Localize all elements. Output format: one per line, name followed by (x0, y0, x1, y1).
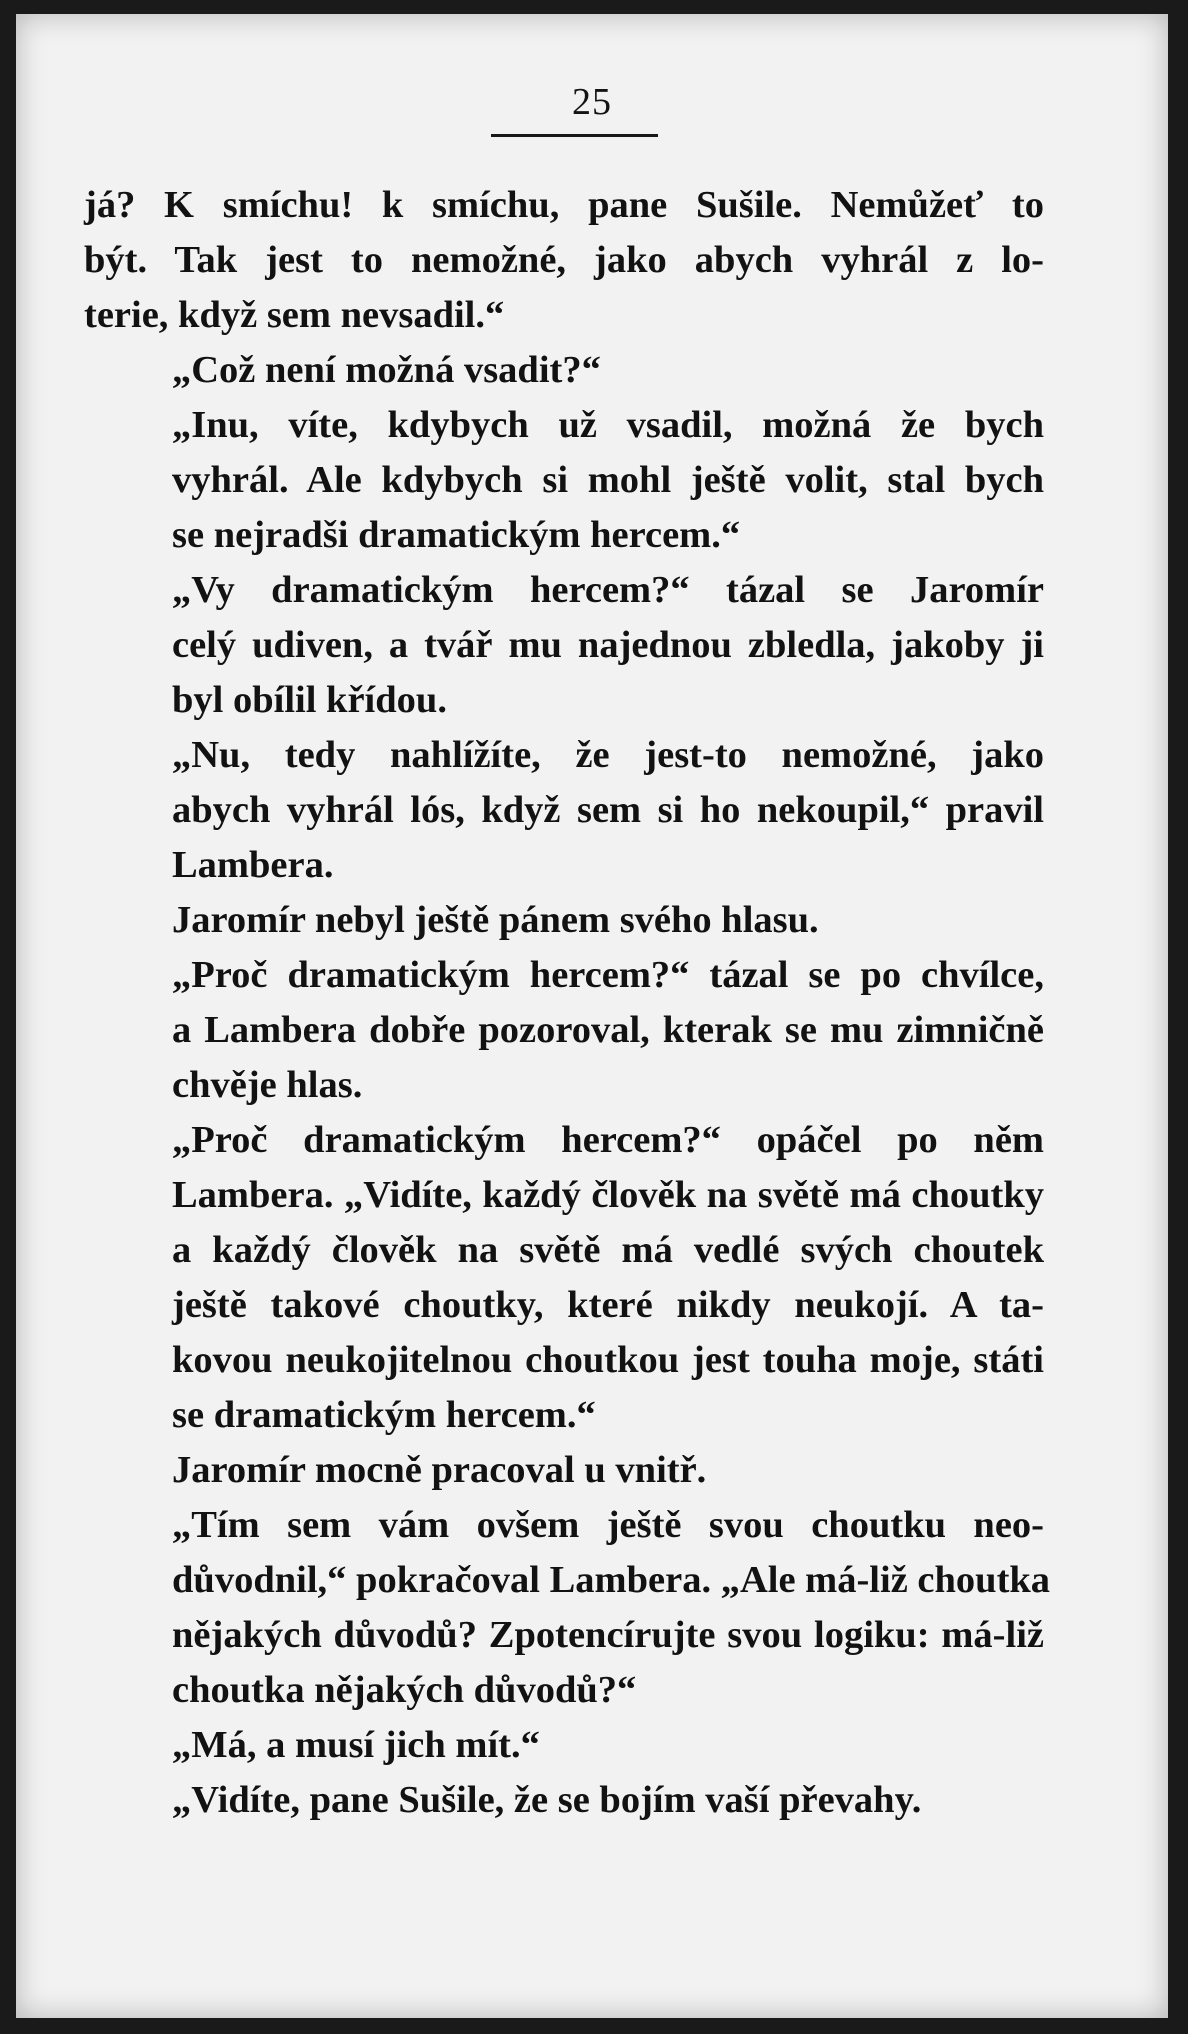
paragraph-7 (84, 948, 1044, 1113)
text-line: vyhrál. Ale kdybych si mohl ještě volit, stal bych (172, 459, 1044, 501)
paragraph-3 (84, 398, 1044, 563)
text-line: a Lambera dobře pozoroval, kterak se mu zimničně (172, 1009, 1044, 1051)
text-line: celý udiven, a tvář mu najednou zbledla, jakoby ji (172, 624, 1044, 666)
page-number: 25 (572, 81, 612, 123)
paragraph-9 (84, 1443, 1044, 1498)
paragraph-8 (84, 1113, 1044, 1443)
text-line: se dramatickým hercem.“ (172, 1394, 596, 1436)
body-text (84, 178, 1051, 1828)
paragraph-6 (84, 893, 1044, 948)
text-line: „Proč dramatickým hercem?“ opáčel po něm (172, 1119, 1044, 1161)
text-line: Lambera. „Vidíte, každý člověk na světě má choutky (172, 1174, 1044, 1216)
text-line: abych vyhrál lós, když sem si ho nekoupil,“ pravil (172, 789, 1044, 831)
page-number-rule (491, 134, 658, 137)
text-line: Lambera. (172, 844, 334, 886)
text-line: a každý člověk na světě má vedlé svých choutek (172, 1229, 1044, 1271)
text-line: terie, když sem nevsadil.“ (84, 294, 505, 336)
text-line: chvěje hlas. (172, 1064, 363, 1106)
text-line: „Nu, tedy nahlížíte, že jest-to nemožné, jako (172, 734, 1044, 776)
paragraph-5 (84, 728, 1044, 893)
paragraph-1 (84, 178, 1044, 343)
paragraph-11 (84, 1718, 1044, 1773)
text-line: kovou neukojitelnou choutkou jest touha moje, státi (172, 1339, 1044, 1381)
text-line: „Což není možná vsadit?“ (172, 349, 601, 391)
text-line: „Proč dramatickým hercem?“ tázal se po chvílce, (172, 954, 1044, 996)
paragraph-4 (84, 563, 1044, 728)
text-line: ještě takové choutky, které nikdy neukojí. A ta- (172, 1284, 1044, 1326)
text-line: „Tím sem vám ovšem ještě svou choutku neo- (172, 1504, 1044, 1546)
text-line: „Vy dramatickým hercem?“ tázal se Jaromír (172, 569, 1044, 611)
paragraph-12 (84, 1773, 1044, 1828)
text-line: „Inu, víte, kdybych už vsadil, možná že bych (172, 404, 1044, 446)
text-line: Jaromír mocně pracoval u vnitř. (172, 1449, 707, 1491)
paragraph-2 (84, 343, 1044, 398)
book-page (16, 14, 1168, 2018)
text-line: choutka nějakých důvodů?“ (172, 1669, 637, 1711)
text-line: „Má, a musí jich mít.“ (172, 1724, 540, 1766)
text-line: důvodnil,“ pokračoval Lambera. „Ale má-liž choutka (172, 1559, 1051, 1601)
text-line: „Vidíte, pane Sušile, že se bojím vaší převahy. (172, 1779, 922, 1821)
text-line: být. Tak jest to nemožné, jako abych vyhrál z lo- (84, 239, 1044, 281)
text-line: byl obílil křídou. (172, 679, 447, 721)
text-line: Jaromír nebyl ještě pánem svého hlasu. (172, 899, 819, 941)
text-line: nějakých důvodů? Zpotencírujte svou logiku: má-liž (172, 1614, 1044, 1656)
text-line: já? K smíchu! k smíchu, pane Sušile. Nemůžeť to (84, 184, 1044, 226)
paragraph-10 (84, 1498, 1051, 1718)
text-line: se nejradši dramatickým hercem.“ (172, 514, 741, 556)
